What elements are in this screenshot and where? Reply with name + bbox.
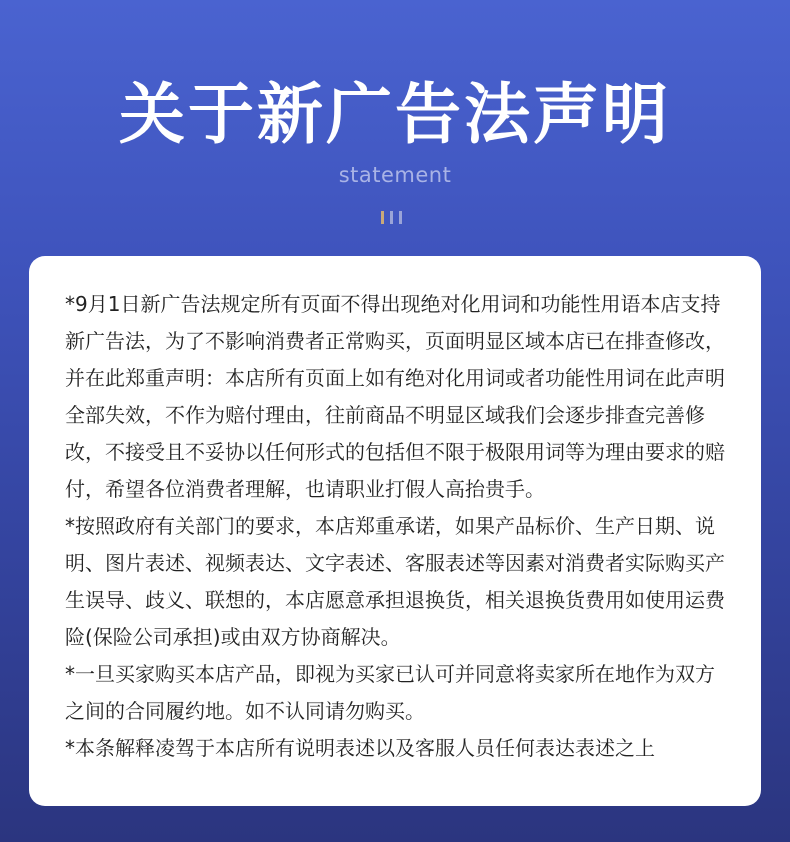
statement-paragraph-3: *一旦买家购买本店产品，即视为买家已认可并同意将卖家所在地作为双方之间的合同履约地。如不认同请勿购买。 [65,662,715,723]
statement-paragraph-1: *9月1日新广告法规定所有页面不得出现绝对化用词和功能性用语本店支持新广告法，为了不影响消费者正常购买，页面明显区域本店已在排查修改，并在此郑重声明：本店所有页面上如有绝对化用词或者功能性用词在此声明全部失效，不作为赔付理由，往前商品不明显区域我们会逐步排查完善修改，不接受且不妥协以任何形式的包括但不限于极限用词等为理由要求的赔付，希望各位消费者理解，也请职业打假人高抬贵手。 [65,292,725,501]
page-title: 关于新广告法声明 [119,76,671,153]
page-subtitle: statement [338,163,452,187]
divider-bar [381,211,384,224]
divider-bar [399,211,402,224]
statement-paragraph-4: *本条解释凌驾于本店所有说明表述以及客服人员任何表达表述之上 [65,736,655,760]
statement-paragraph-2: *按照政府有关部门的要求，本店郑重承诺，如果产品标价、生产日期、说明、图片表述、视频表达、文字表述、客服表述等因素对消费者实际购买产生误导、歧义、联想的，本店愿意承担退换货，相关退换货费用如使用运费险(保险公司承担)或由双方协商解决。 [65,514,725,649]
divider-bar [390,211,393,224]
title-divider [381,211,402,225]
statement-card [29,256,761,806]
